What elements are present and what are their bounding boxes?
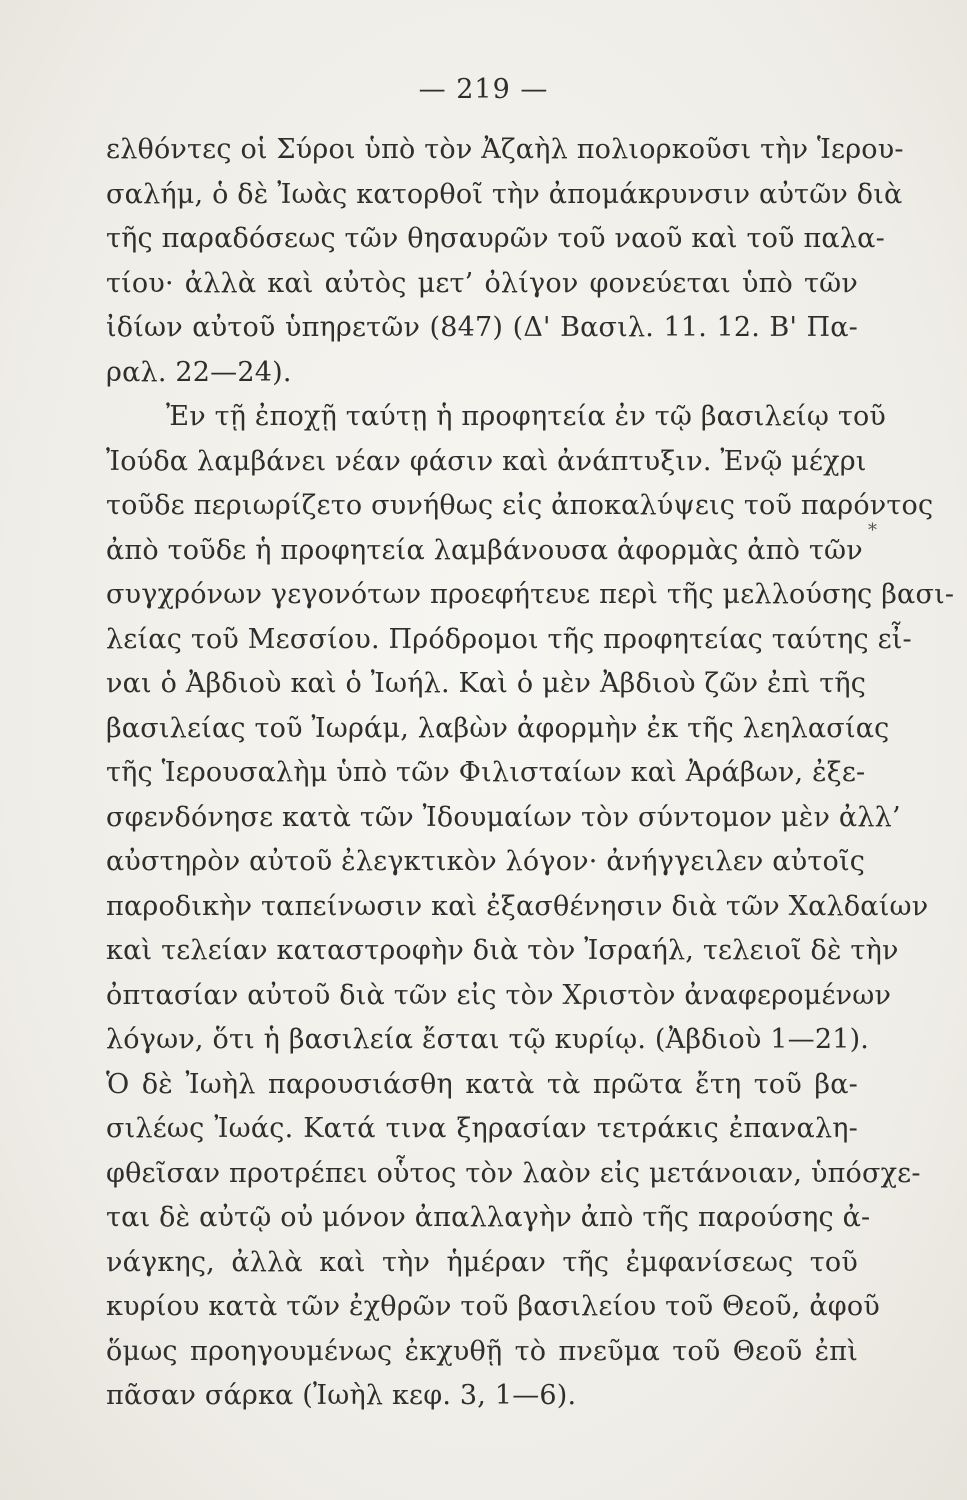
text-line: τίου· ἀλλὰ καὶ αὐτὸς μετ’ ὀλίγον φονεύεται ὑπὸ τῶν <box>106 267 858 299</box>
text-line: σφενδόνησε κατὰ τῶν Ἰδουμαίων τὸν σύντομον μὲν ἀλλ’ <box>106 801 901 833</box>
text-line: ἰδίων αὐτοῦ ὑπηρετῶν (847) (Δ' Βασιλ. 11. 12. Β' Πα- <box>106 312 858 343</box>
margin-mark: * <box>868 520 877 541</box>
text-line: Ὁ δὲ Ἰωὴλ παρουσιάσθη κατὰ τὰ πρῶτα ἔτη τοῦ βα- <box>106 1068 858 1100</box>
text-line: ναι ὁ Ἀβδιοὺ καὶ ὁ Ἰωήλ. Καὶ ὁ μὲν Ἀβδιοὺ ζῶν ἐπὶ τῆς <box>106 668 867 699</box>
text-line: λείας τοῦ Μεσσίου. Πρόδρομοι τῆς προφητείας ταύτης εἶ- <box>106 623 912 655</box>
text-line: ραλ. 22—24). <box>106 356 292 388</box>
text-line: τῆς Ἱερουσαλὴμ ὑπὸ τῶν Φιλισταίων καὶ Ἀράβων, ἐξε- <box>106 757 866 788</box>
text-line: ἀπὸ τοῦδε ἡ προφητεία λαμβάνουσα ἀφορμὰς ἀπὸ τῶν <box>106 534 863 566</box>
text-line: λόγων, ὅτι ἡ βασιλεία ἔσται τῷ κυρίῳ. (Ἀβδιοὺ 1—21). <box>106 1024 870 1055</box>
text-line: ὀπτασίαν αὐτοῦ διὰ τῶν εἰς τὸν Χριστὸν ἀναφερομένων <box>106 979 892 1011</box>
text-line: αὐστηρὸν αὐτοῦ ἐλεγκτικὸν λόγον· ἀνήγγειλεν αὐτοῖς <box>106 846 866 877</box>
text-line: παροδικὴν ταπείνωσιν καὶ ἐξασθένησιν διὰ τῶν Χαλδαίων <box>106 890 929 922</box>
text-line: Ἐν τῇ ἐποχῇ ταύτῃ ἡ προφητεία ἐν τῷ βασιλείῳ τοῦ <box>166 401 887 432</box>
text-line: Ἰούδα λαμβάνει νέαν φάσιν καὶ ἀνάπτυξιν. Ἐνῷ μέχρι <box>106 445 867 477</box>
text-line: καὶ τελείαν καταστροφὴν διὰ τὸν Ἰσραήλ, τελειοῖ δὲ τὴν <box>106 935 899 966</box>
text-line: βασιλείας τοῦ Ἰωράμ, λαβὼν ἀφορμὴν ἐκ τῆς λεηλασίας <box>106 712 890 744</box>
text-line: τοῦδε περιωρίζετο συνήθως εἰς ἀποκαλύψεις τοῦ παρόντος <box>106 490 934 521</box>
text-line: τῆς παραδόσεως τῶν θησαυρῶν τοῦ ναοῦ καὶ τοῦ παλα- <box>106 223 885 254</box>
text-line: σαλήμ, ὁ δὲ Ἰωὰς κατορθοῖ τὴν ἀπομάκρυνσιν αὐτῶν διὰ <box>106 178 903 210</box>
text-line: πᾶσαν σάρκα (Ἰωὴλ κεφ. 3, 1—6). <box>106 1380 577 1411</box>
text-line: ται δὲ αὐτῷ οὐ μόνον ἀπαλλαγὴν ἀπὸ τῆς παρούσης ἀ- <box>106 1202 871 1233</box>
text-line: κυρίου κατὰ τῶν ἐχθρῶν τοῦ βασιλείου τοῦ Θεοῦ, ἀφοῦ <box>106 1291 880 1322</box>
text-line: νάγκης, ἀλλὰ καὶ τὴν ἡμέραν τῆς ἐμφανίσεως τοῦ <box>106 1246 858 1278</box>
text-line: ὅμως προηγουμένως ἐκχυθῇ τὸ πνεῦμα τοῦ Θεοῦ ἐπὶ <box>106 1335 858 1367</box>
page-number: — 219 — <box>418 74 549 105</box>
text-line: ελθόντες οἱ Σύροι ὑπὸ τὸν Ἀζαὴλ πολιορκοῦσι τὴν Ἱερου- <box>106 134 904 165</box>
text-line: σιλέως Ἰωάς. Κατά τινα ξηρασίαν τετράκις ἐπαναλη- <box>106 1113 858 1144</box>
text-line: συγχρόνων γεγονότων προεφήτευε περὶ τῆς μελλούσης βασι- <box>106 579 955 610</box>
text-line: φθεῖσαν προτρέπει οὗτος τὸν λαὸν εἰς μετάνοιαν, ὑπόσχε- <box>106 1157 921 1189</box>
body-text <box>106 128 955 1419</box>
